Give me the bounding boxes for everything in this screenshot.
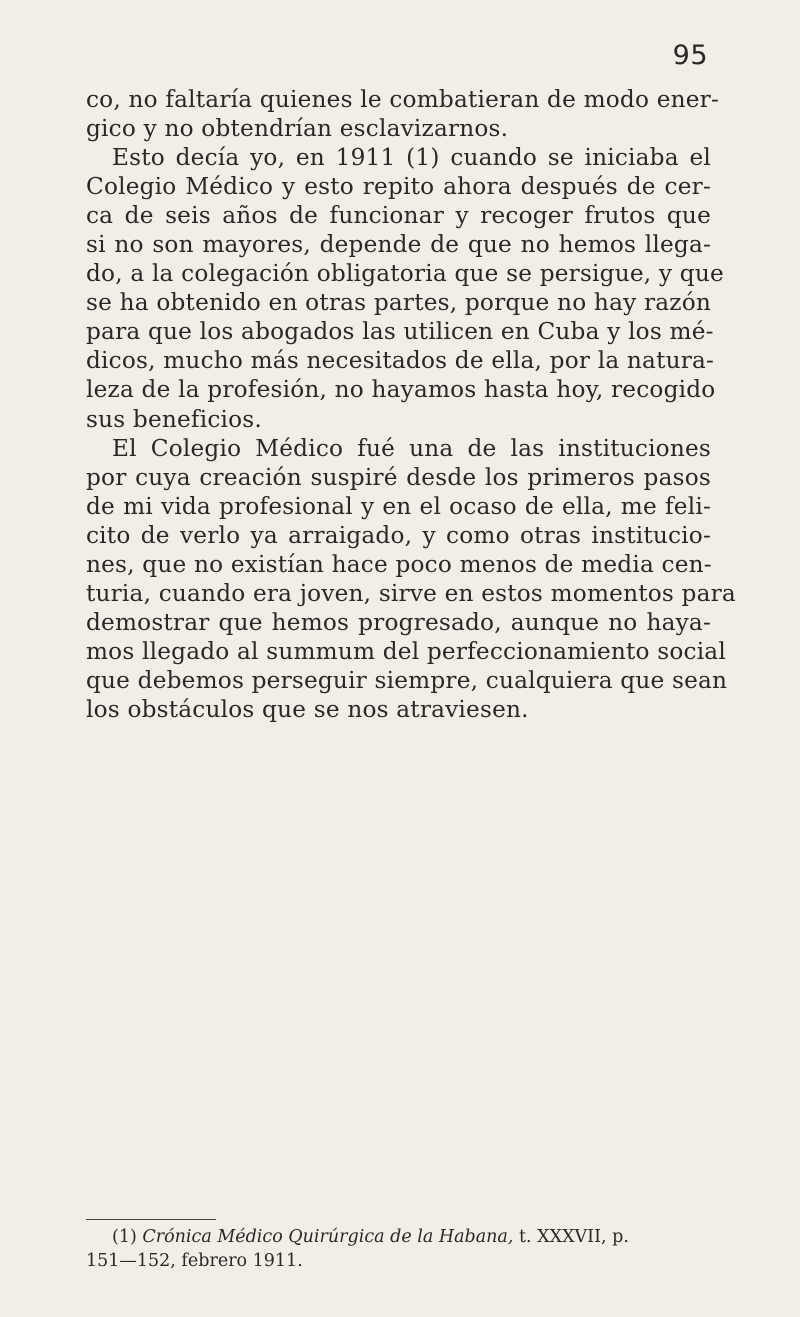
text-line: Colegio Médico y esto repito ahora después de cer-	[86, 173, 711, 201]
footnote-source: Crónica Médico Quirúrgica de la Habana,	[142, 1227, 514, 1247]
text-line: co, no faltaría quienes le combatieran de modo ener-	[86, 86, 719, 113]
footnote-marker: (1)	[112, 1227, 137, 1247]
text-line: demostrar que hemos progresado, aunque no haya-	[86, 608, 711, 636]
footnote	[86, 1225, 711, 1273]
paragraph-start-line: El Colegio Médico fué una de las instituciones	[112, 434, 711, 462]
page-number: 95	[672, 40, 708, 71]
text-line: de mi vida profesional y en el ocaso de ella, me feli-	[86, 492, 711, 520]
text-line: los obstáculos que se nos atraviesen.	[86, 695, 529, 723]
text-line: do, a la colegación obligatoria que se persigue, y que	[86, 260, 724, 288]
text-line: ca de seis años de funcionar y recoger frutos que	[86, 202, 711, 230]
text-line: cito de verlo ya arraigado, y como otras institucio-	[86, 521, 711, 549]
text-line: leza de la profesión, no hayamos hasta hoy, recogido	[86, 376, 716, 404]
text-line: mos llegado al summum del perfeccionamiento social	[86, 637, 726, 665]
text-line: se ha obtenido en otras partes, porque no hay razón	[86, 289, 711, 317]
text-line: sus beneficios.	[86, 405, 262, 433]
body-text	[86, 85, 736, 724]
text-line: gico y no obtendrían esclavizarnos.	[86, 115, 509, 143]
text-line: por cuya creación suspiré desde los primeros pasos	[86, 463, 711, 491]
text-line: si no son mayores, depende de que no hemos llega-	[86, 231, 711, 259]
footnote-first-line	[86, 1225, 711, 1249]
footnote-rule	[86, 1219, 216, 1220]
text-line: dicos, mucho más necesitados de ella, por la natura-	[86, 347, 715, 375]
text-line: para que los abogados las utilicen en Cuba y los mé-	[86, 318, 714, 346]
text-line: turia, cuando era joven, sirve en estos momentos para	[86, 579, 736, 607]
text-line: que debemos perseguir siempre, cualquiera que sean	[86, 666, 728, 694]
footnote-second-line: 151—152, febrero 1911.	[86, 1251, 303, 1271]
footnote-details: t. XXXVII, p.	[519, 1227, 629, 1247]
paragraph-start-line: Esto decía yo, en 1911 (1) cuando se iniciaba el	[112, 144, 711, 172]
text-line: nes, que no existían hace poco menos de media cen-	[86, 550, 712, 578]
